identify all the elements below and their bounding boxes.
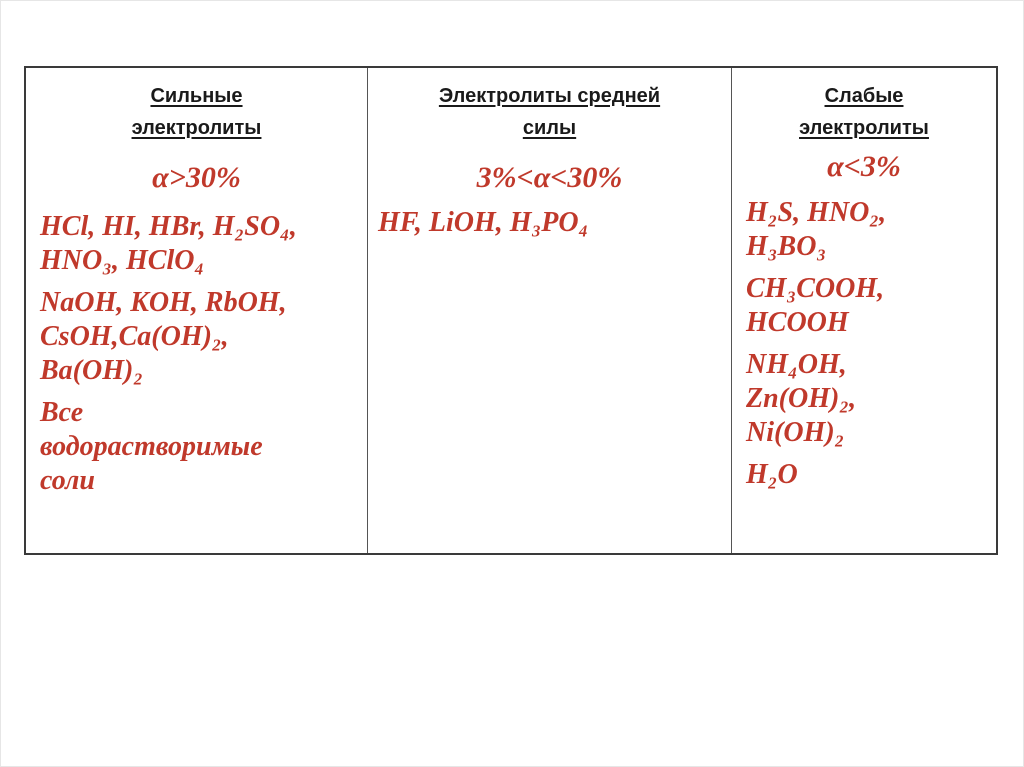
strong-acids-group (26, 210, 367, 278)
column-weak-electrolytes (732, 68, 996, 553)
formula-line: HCOOH (746, 307, 849, 338)
column-header-medium (368, 80, 731, 144)
water-group (732, 458, 996, 492)
alpha-range-strong: α>30% (152, 161, 241, 194)
header-strong-line1: Сильные (150, 85, 243, 107)
formula-line: H₂S, HNO₂, (746, 197, 887, 228)
weak-bases-group (732, 348, 996, 450)
strong-bases-group (26, 286, 367, 388)
column-header-weak (732, 80, 996, 144)
formula-line: H₂O (746, 459, 798, 490)
formula-line: соли (40, 465, 95, 496)
column-header-strong (26, 80, 367, 144)
formula-line: NH₄OH, (746, 349, 847, 380)
header-weak-line1: Слабые (824, 85, 904, 107)
weak-acids-group (732, 196, 996, 264)
formula-line: водорастворимые (40, 431, 263, 462)
header-strong-line2: электролиты (131, 117, 262, 139)
formula-line: CH₃COOH, (746, 273, 885, 304)
formula-line: HNO₃, HClO₄ (40, 245, 205, 276)
formula-line: Все (40, 397, 84, 428)
alpha-range-medium: 3%<α<30% (476, 161, 623, 194)
electrolytes-table (24, 66, 998, 555)
alpha-range-weak: α<3% (827, 150, 901, 183)
column-strong-electrolytes (26, 68, 368, 553)
header-medium-line2: силы (522, 117, 577, 139)
soluble-salts-group (26, 396, 367, 498)
formula-line: Ba(OH)₂ (40, 355, 144, 386)
formula-line: NaOH, KOH, RbOH, (40, 287, 287, 318)
formula-line: HF, LiOH, H₃PO₄ (378, 207, 589, 238)
header-medium-line1: Электролиты средней (438, 85, 661, 107)
formula-line: Ni(OH)₂ (746, 417, 845, 448)
column-medium-electrolytes (368, 68, 732, 553)
formula-line: CsOH,Ca(OH)₂, (40, 321, 229, 352)
medium-formulas-group (368, 206, 731, 240)
formula-line: HCl, HI, HBr, H₂SO₄, (40, 211, 297, 242)
formula-line: Zn(OH)₂, (746, 383, 857, 414)
formula-line: H₃BO₃ (746, 231, 827, 262)
header-weak-line2: электролиты (799, 117, 929, 139)
organic-acids-group (732, 272, 996, 340)
